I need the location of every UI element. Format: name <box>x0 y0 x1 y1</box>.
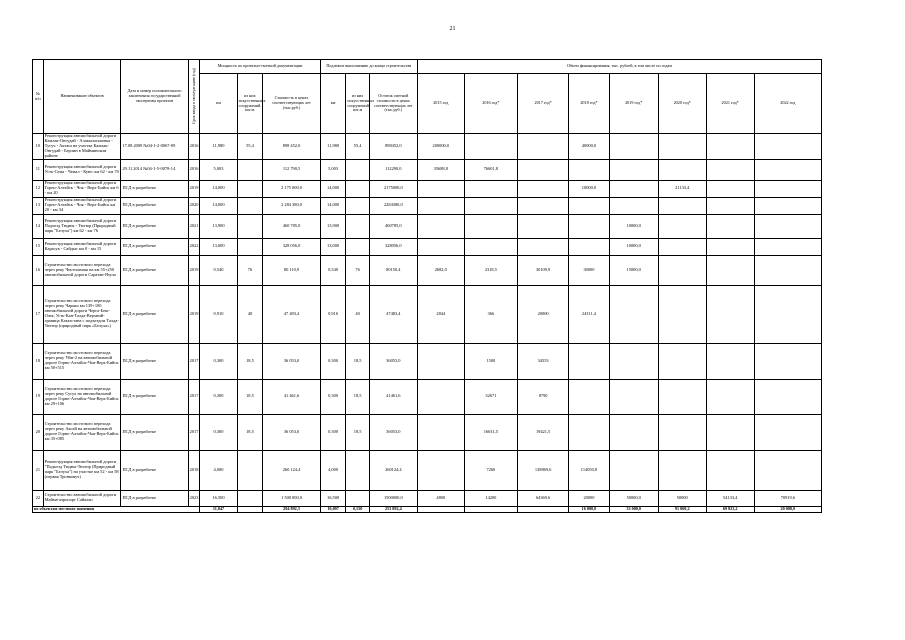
cell-year-value: 50000 <box>658 490 706 506</box>
cell-bridges: 18,5 <box>237 379 263 414</box>
cell-year-value <box>609 450 658 490</box>
cell-date: ПСД в разработке <box>121 180 188 197</box>
cell-year-value <box>754 414 821 450</box>
cell-year-value <box>706 255 754 285</box>
cell-year-value <box>754 159 821 180</box>
cell-num: 12 <box>33 180 44 197</box>
cell-year-value: 4800 <box>417 490 464 506</box>
cell-year-value <box>464 238 517 255</box>
cell-date: ПСД в разработке <box>121 490 188 506</box>
cell-date: 29.11.2014 №04-1-5-0078-14 <box>121 159 188 180</box>
table-row <box>33 180 822 197</box>
cell-num: 18 <box>33 343 44 379</box>
cell-date: ПСД в разработке <box>121 379 188 414</box>
cell-year-value <box>754 180 821 197</box>
cell-year-value: 10000,0 <box>569 180 610 197</box>
cell-km2: 0,300 <box>320 379 346 414</box>
cell-year-value: 50000,0 <box>609 490 658 506</box>
cell-remaining: 112290,0 <box>369 159 417 180</box>
cell-year-value <box>609 285 658 343</box>
cell-name: Реконструкция автомобильной дороги Горно-Алтайск - Чоя - Верх-Бийск км 6 - км 20 <box>43 180 121 197</box>
cell-year-value <box>417 238 464 255</box>
cell-date: ПСД в разработке <box>121 214 188 238</box>
cell-date: ПСД в разработке <box>121 414 188 450</box>
table-row <box>33 490 822 506</box>
cell-period: 2022 <box>188 238 200 255</box>
cell-year-value <box>706 414 754 450</box>
header-year-2021: 2021 год* <box>706 74 754 134</box>
cell-remaining: 36053,0 <box>369 414 417 450</box>
cell-num: 20 <box>33 414 44 450</box>
cell-bridges <box>237 238 263 255</box>
cell-name: Строительство мостового перехода через реку Чарыш км 139+100 автомобильной дороги Черга-Беш-Озек, Усть-Кан-Талда-Верхний-граница Казахстана с подъездом Талда-Тюгюр (природный парк «Белуха») <box>43 285 121 343</box>
cell-km: 16,500 <box>200 490 237 506</box>
cell-year-value: 20000 <box>569 490 610 506</box>
cell-year-value <box>754 134 821 160</box>
cell-year-value <box>569 238 610 255</box>
cell-year-value <box>658 214 706 238</box>
cell-bridges <box>237 490 263 506</box>
header-bridges2: из них искусственных сооружений, пог.м <box>346 74 369 134</box>
header-capacity-group: Мощность по проектно-сметной документации <box>200 60 320 74</box>
cell-km2: 11,980 <box>320 134 346 160</box>
total-label: по объектам местного значения <box>33 506 200 512</box>
header-remaining-group: Подлежит выполнению до конца строительства <box>320 60 417 74</box>
header-remaining-cost: Остаток сметной стоимости в ценах соответствующих лет (тыс.руб.) <box>369 74 417 134</box>
cell-year-value: 366 <box>464 285 517 343</box>
cell-km: 14,000 <box>200 180 237 197</box>
cell-cost: 112 790,5 <box>263 159 321 180</box>
cell-km: 5,003 <box>200 159 237 180</box>
cell-km: 4,000 <box>200 450 237 490</box>
investment-table <box>32 59 822 513</box>
cell-year-value <box>609 414 658 450</box>
cell-date: ПСД в разработке <box>121 255 188 285</box>
cell-year-value: 30000 <box>569 255 610 285</box>
cell-year-value <box>754 214 821 238</box>
cell-num: 15 <box>33 238 44 255</box>
cell-year-value <box>706 238 754 255</box>
cell-date: ПСД в разработке <box>121 450 188 490</box>
cell-year-value: 15000,0 <box>609 255 658 285</box>
cell-year-value <box>658 159 706 180</box>
cell-remaining: 2175000,0 <box>369 180 417 197</box>
cell-bridges2: 18,5 <box>346 379 369 414</box>
cell-year-value <box>417 197 464 214</box>
cell-period: 2021 <box>188 214 200 238</box>
header-cost: Стоимость в ценах соответствующих лет (тыс.руб.) <box>263 74 321 134</box>
cell-year-value: 64369,6 <box>518 490 569 506</box>
header-year-2020: 2020 год* <box>658 74 706 134</box>
page-number: 21 <box>449 26 456 32</box>
cell-km: 14,000 <box>200 197 237 214</box>
header-name: Наименование объектов <box>43 60 121 134</box>
cell-period: 2016 <box>188 134 200 160</box>
cell-year-value <box>706 379 754 414</box>
cell-km2: 13,000 <box>320 238 346 255</box>
cell-year-value: 40000,0 <box>569 134 610 160</box>
cell-year-value <box>417 214 464 238</box>
cell-period: 2017 <box>188 414 200 450</box>
header-bridges: из них искусственных сооружений, пог.м. <box>237 74 263 134</box>
cell-bridges <box>237 180 263 197</box>
cell-remaining: 260124,4 <box>369 450 417 490</box>
cell-cost: 36 053,0 <box>263 343 321 379</box>
table-row <box>33 379 822 414</box>
cell-year-value: 34553 <box>518 343 569 379</box>
cell-year-value <box>518 197 569 214</box>
cell-year-value <box>754 255 821 285</box>
cell-bridges2 <box>346 180 369 197</box>
table-row <box>33 414 822 450</box>
table-row <box>33 159 822 180</box>
cell-period: 2019 <box>188 180 200 197</box>
cell-km2: 0,300 <box>320 343 346 379</box>
cell-date: ПСД в разработке <box>121 197 188 214</box>
cell-name: Строительство мостового перехода через реку Чистошмаш на км 55+250 автомобильной дороги Саратан-Язула <box>43 255 121 285</box>
cell-year-value <box>658 255 706 285</box>
cell-km2: 13,900 <box>320 214 346 238</box>
cell-year-value <box>518 159 569 180</box>
cell-year-value: 16631,5 <box>464 414 517 450</box>
cell-year-value: 20000 <box>518 285 569 343</box>
header-finance-group: Объем финансирования, тыс. рублей, в том числе по годам <box>417 60 821 74</box>
cell-year-value <box>706 180 754 197</box>
cell-year-value <box>706 197 754 214</box>
cell-year-value <box>609 379 658 414</box>
cell-bridges <box>237 214 263 238</box>
cell-remaining: 47483,4 <box>369 285 417 343</box>
cell-year-value: 19421,5 <box>518 414 569 450</box>
cell-km: 13,000 <box>200 238 237 255</box>
cell-year-value <box>464 214 517 238</box>
cell-bridges2 <box>346 490 369 506</box>
table-row <box>33 197 822 214</box>
cell-num: 19 <box>33 379 44 414</box>
cell-year-value <box>417 379 464 414</box>
cell-year-value: 54133,4 <box>706 490 754 506</box>
cell-period: 2016 <box>188 159 200 180</box>
cell-bridges2 <box>346 197 369 214</box>
cell-cost: 2 175 000,0 <box>263 180 321 197</box>
cell-km: 0,910 <box>200 285 237 343</box>
cell-km: 0,540 <box>200 255 237 285</box>
cell-year-value: 14200 <box>464 490 517 506</box>
cell-cost: 36 053,0 <box>263 414 321 450</box>
cell-remaining: 2284380,0 <box>369 197 417 214</box>
cell-remaining: 460785,0 <box>369 214 417 238</box>
cell-year-value: 114050,8 <box>569 450 610 490</box>
cell-year-value <box>706 159 754 180</box>
cell-year-value <box>518 180 569 197</box>
header-num: № п/п <box>33 60 44 134</box>
cell-remaining: 898452,0 <box>369 134 417 160</box>
cell-year-value <box>754 343 821 379</box>
cell-year-value <box>569 159 610 180</box>
cell-year-value <box>658 414 706 450</box>
cell-name: Строительство автомобильной дороги Майма-аэропорт Сайалап <box>43 490 121 506</box>
total-row <box>33 506 822 512</box>
cell-name: Реконструкция автомобильной дороги Камлак-Онгудай - Алакылопшовка - Тугуч - Акташ на участке Камлак-Онгудай - Берлин в Майминском районе <box>43 134 121 160</box>
cell-bridges <box>237 159 263 180</box>
cell-year-value: 2318,5 <box>464 255 517 285</box>
cell-year-value: 2682,0 <box>417 255 464 285</box>
header-year-2019: 2019 год* <box>609 74 658 134</box>
cell-period: 2017 <box>188 343 200 379</box>
cell-bridges: 18,5 <box>237 343 263 379</box>
cell-cost: 47 483,4 <box>263 285 321 343</box>
table-body <box>33 134 822 513</box>
cell-year-value <box>569 197 610 214</box>
cell-year-value <box>754 197 821 214</box>
cell-bridges2: 18,5 <box>346 414 369 450</box>
cell-cost: 328 056,0 <box>263 238 321 255</box>
cell-bridges2 <box>346 450 369 490</box>
total-year-value: 91 069,2 <box>658 506 706 512</box>
cell-year-value <box>464 180 517 197</box>
cell-period: 2020 <box>188 197 200 214</box>
cell-year-value <box>658 343 706 379</box>
cell-year-value <box>706 134 754 160</box>
header-km2: км <box>320 74 346 134</box>
cell-bridges2 <box>346 238 369 255</box>
header-year-2016: 2016 год* <box>464 74 517 134</box>
cell-num: 17 <box>33 285 44 343</box>
total-year-value <box>464 506 517 512</box>
total-km: 11,047 <box>200 506 237 512</box>
cell-year-value <box>609 180 658 197</box>
cell-year-value: 10000,0 <box>609 238 658 255</box>
header-date: Дата и номер положительного заключения государственной экспертизы проектов <box>121 60 188 134</box>
cell-year-value <box>417 343 464 379</box>
cell-remaining: 328056,0 <box>369 238 417 255</box>
header-period-text: Срок ввода в эксплуатацию (год) <box>190 68 196 125</box>
header-year-2022: 2022 год <box>754 74 821 134</box>
cell-name: Строительство мостового перехода через реку Сугул на автомобильной дороге Горно-Алтайск-Чоя-Верх-Бийск км 29+106 <box>43 379 121 414</box>
cell-num: 11 <box>33 159 44 180</box>
total-year-value: 69 823,2 <box>706 506 754 512</box>
cell-remaining: 80150,4 <box>369 255 417 285</box>
header-km: км <box>200 74 237 134</box>
cell-name: Реконструкция автомобильной дороги Карасук - Сайдыс км 0 - км 15 <box>43 238 121 255</box>
cell-year-value <box>518 214 569 238</box>
cell-num: 14 <box>33 214 44 238</box>
header-period <box>188 60 200 134</box>
cell-year-value: 76601,8 <box>464 159 517 180</box>
total-km2: 10,097 <box>320 506 346 512</box>
cell-bridges <box>237 197 263 214</box>
cell-year-value <box>658 285 706 343</box>
cell-year-value <box>569 343 610 379</box>
total-year-value <box>518 506 569 512</box>
cell-year-value: 24311,4 <box>569 285 610 343</box>
cell-year-value: 138869,6 <box>518 450 569 490</box>
cell-km2: 5,003 <box>320 159 346 180</box>
cell-year-value <box>417 180 464 197</box>
cell-year-value: 7260 <box>464 450 517 490</box>
cell-bridges2: 76 <box>346 255 369 285</box>
cell-year-value <box>464 134 517 160</box>
cell-date: ПСД в разработке <box>121 285 188 343</box>
cell-year-value <box>417 414 464 450</box>
cell-period: 2018 <box>188 450 200 490</box>
cell-period: 2019 <box>188 285 200 343</box>
cell-bridges: 40 <box>237 285 263 343</box>
table-row <box>33 134 822 160</box>
cell-year-value <box>569 379 610 414</box>
cell-year-value <box>706 343 754 379</box>
header-year-2017: 2017 год* <box>518 74 569 134</box>
cell-bridges: 76 <box>237 255 263 285</box>
cell-name: Реконструкция автомобильной дороги Горно-Алтайск - Чоя - Верх-Бийск км 20 - км 34 <box>43 197 121 214</box>
table-row <box>33 285 822 343</box>
cell-cost: 80 110,9 <box>263 255 321 285</box>
cell-year-value <box>464 197 517 214</box>
cell-num: 16 <box>33 255 44 285</box>
cell-name: Реконструкция автомобильной дороги Подъезд Тюдюк - Тюгюр (Природный парк "Белуха") км 62 - км 76 <box>43 214 121 238</box>
cell-year-value <box>609 134 658 160</box>
total-remaining: 253 892,4 <box>369 506 417 512</box>
cell-year-value <box>706 285 754 343</box>
cell-year-value: 70919,6 <box>754 490 821 506</box>
total-year-value: 20 000,0 <box>754 506 821 512</box>
cell-year-value <box>518 134 569 160</box>
cell-year-value <box>518 238 569 255</box>
cell-km2: 0,300 <box>320 414 346 450</box>
cell-name: Строительство мостового перехода через реку Уйм-2 на автомобильной дороге Горно-Алтайск-Чоя-Верх-Бийск км 50+515 <box>43 343 121 379</box>
cell-remaining: 1500000,0 <box>369 490 417 506</box>
cell-year-value: 200000,0 <box>417 134 464 160</box>
cell-km2: 16,500 <box>320 490 346 506</box>
cell-year-value <box>706 214 754 238</box>
cell-year-value <box>658 197 706 214</box>
cell-km2: 0,540 <box>320 255 346 285</box>
cell-km: 13,900 <box>200 214 237 238</box>
table-row <box>33 343 822 379</box>
cell-year-value <box>658 450 706 490</box>
total-year-value: 33 000,0 <box>609 506 658 512</box>
cell-bridges <box>237 450 263 490</box>
cell-year-value: 21133,4 <box>658 180 706 197</box>
total-cost: 294 892,3 <box>263 506 321 512</box>
total-bridges2: 0,150 <box>346 506 369 512</box>
cell-cost: 41 461,6 <box>263 379 321 414</box>
cell-year-value: 2844 <box>417 285 464 343</box>
cell-bridges2 <box>346 159 369 180</box>
cell-km2: 0,916 <box>320 285 346 343</box>
cell-year-value <box>417 450 464 490</box>
cell-year-value <box>569 214 610 238</box>
cell-km2: 14,000 <box>320 180 346 197</box>
cell-num: 21 <box>33 450 44 490</box>
cell-year-value <box>754 285 821 343</box>
cell-date: 17.08.2009 №04-1-2-0067-09 <box>121 134 188 160</box>
cell-period: 2019 <box>188 255 200 285</box>
cell-year-value <box>754 379 821 414</box>
cell-bridges2 <box>346 214 369 238</box>
cell-bridges: 18,5 <box>237 414 263 450</box>
cell-period: 2023 <box>188 490 200 506</box>
cell-period: 2017 <box>188 379 200 414</box>
cell-bridges2: 40 <box>346 285 369 343</box>
cell-year-value <box>658 134 706 160</box>
table-row <box>33 214 822 238</box>
table-row <box>33 255 822 285</box>
cell-km: 11,980 <box>200 134 237 160</box>
cell-cost: 2 284 380,0 <box>263 197 321 214</box>
cell-bridges: 55,4 <box>237 134 263 160</box>
cell-km: 0,300 <box>200 414 237 450</box>
cell-year-value: 10000,0 <box>609 214 658 238</box>
cell-year-value: 1500 <box>464 343 517 379</box>
table-row <box>33 450 822 490</box>
cell-km: 0,300 <box>200 379 237 414</box>
cell-year-value <box>609 159 658 180</box>
cell-year-value: 32671 <box>464 379 517 414</box>
cell-name: Реконструкция автомобильной дороги Усть-Сема - Чемал - Куюс км 62 - км 70 <box>43 159 121 180</box>
cell-cost: 460 785,0 <box>263 214 321 238</box>
cell-bridges2: 18,5 <box>346 343 369 379</box>
total-bridges <box>237 506 263 512</box>
cell-year-value <box>754 238 821 255</box>
cell-date: ПСД в разработке <box>121 343 188 379</box>
table-row <box>33 238 822 255</box>
cell-num: 13 <box>33 197 44 214</box>
cell-year-value <box>609 343 658 379</box>
cell-year-value: 8790 <box>518 379 569 414</box>
cell-cost: 260 124,4 <box>263 450 321 490</box>
total-year-value: 16 000,0 <box>569 506 610 512</box>
cell-name: Реконструкция автомобильной дороги "Подъезд Тюдюк-Тюгюр (Природный парк "Белуха") на участке км 52 - км 58 (первая Тронковуч) <box>43 450 121 490</box>
cell-year-value <box>658 238 706 255</box>
cell-km: 0,300 <box>200 343 237 379</box>
cell-bridges2: 55,4 <box>346 134 369 160</box>
total-year-value <box>417 506 464 512</box>
cell-num: 10 <box>33 134 44 160</box>
cell-km2: 14,000 <box>320 197 346 214</box>
cell-year-value: 35688,8 <box>417 159 464 180</box>
cell-year-value <box>706 450 754 490</box>
cell-remaining: 41461,6 <box>369 379 417 414</box>
cell-year-value <box>569 414 610 450</box>
cell-year-value <box>609 197 658 214</box>
header-year-2015: 2015 год <box>417 74 464 134</box>
cell-num: 22 <box>33 490 44 506</box>
cell-cost: 898 452,0 <box>263 134 321 160</box>
cell-cost: 1 500 000,0 <box>263 490 321 506</box>
header-year-2018: 2018 год* <box>569 74 610 134</box>
cell-remaining: 36053,0 <box>369 343 417 379</box>
cell-year-value: 30109,9 <box>518 255 569 285</box>
cell-name: Строительство мостового перехода через реку Аксай на автомобильной дороге Горно-Алтайск-Чоя-Верх-Бийск км 35+085 <box>43 414 121 450</box>
cell-date: ПСД в разработке <box>121 238 188 255</box>
cell-year-value <box>658 379 706 414</box>
cell-year-value <box>754 450 821 490</box>
cell-km2: 4,000 <box>320 450 346 490</box>
